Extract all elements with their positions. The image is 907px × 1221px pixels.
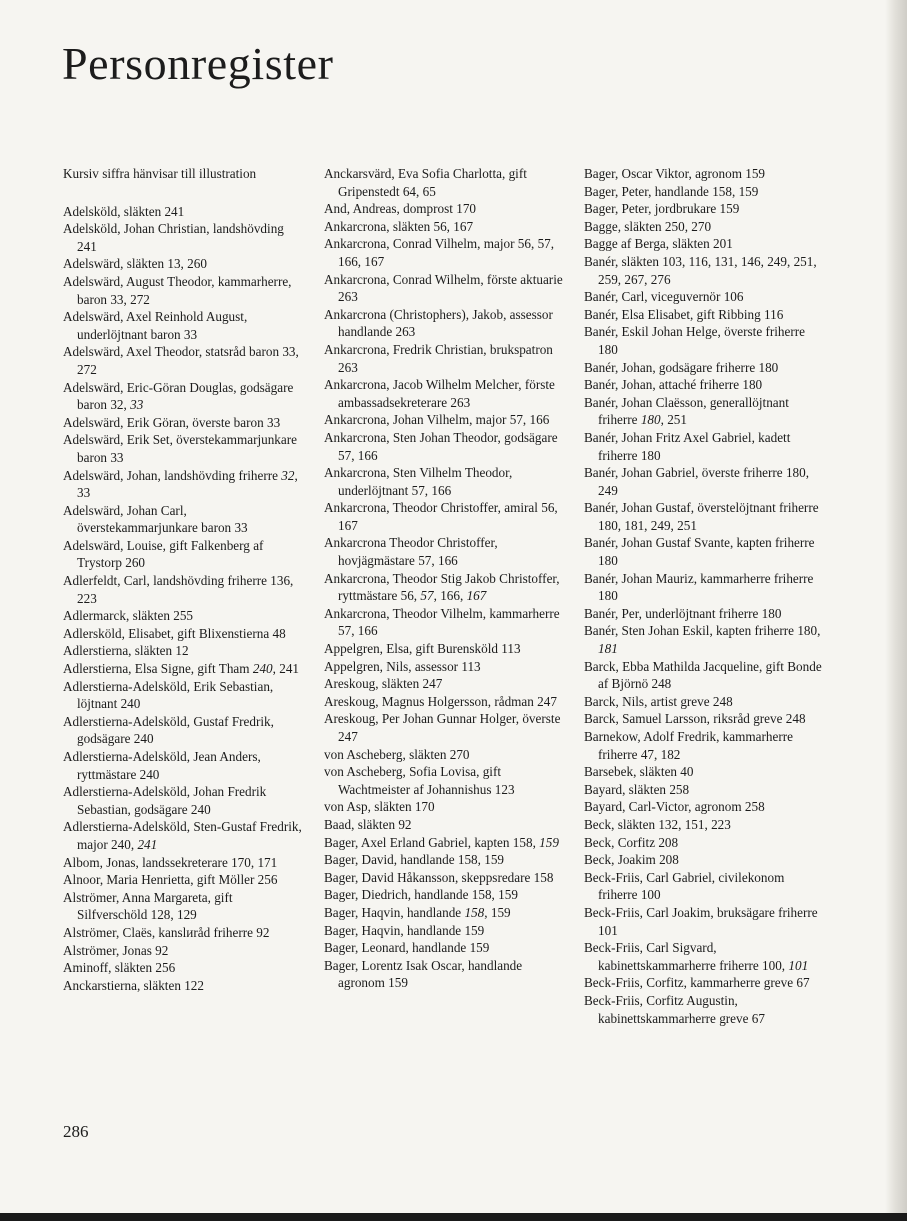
register-entry: Bager, Diedrich, handlande 158, 159 bbox=[324, 887, 518, 903]
register-entry: von Ascheberg, släkten 270 bbox=[324, 746, 470, 762]
page-number: 286 bbox=[63, 1122, 89, 1141]
register-entry: Bager, Peter, handlande 158, 159 bbox=[584, 183, 759, 199]
register-entry: Barck, Ebba Mathilda Jacqueline, gift Bonde af Björnö 248 bbox=[584, 658, 822, 692]
register-entry: Beck-Friis, Carl Sigvard, kabinettskammarherre friherre 100, 101 bbox=[584, 940, 809, 973]
register-entry: Ankarcrona, Theodor Christoffer, amiral 56, 167 bbox=[324, 500, 558, 533]
register-entry: Barck, Samuel Larsson, riksråd greve 248 bbox=[584, 711, 806, 727]
register-entry: Adelswärd, Johan Carl, överstekammarjunkare baron 33 bbox=[63, 502, 248, 536]
register-entry: Aminoff, släkten 256 bbox=[63, 960, 176, 976]
register-entry: Bayard, släkten 258 bbox=[584, 781, 690, 797]
register-entry: Banér, Johan Claësson, generallöjtnant friherre 180, 251 bbox=[584, 394, 789, 428]
register-entry: Anckarstierna, släkten 122 bbox=[63, 977, 204, 993]
register-entry: von Ascheberg, Sofia Lovisa, gift Wachtmeister af Johannishus 123 bbox=[324, 764, 515, 797]
register-entry: Ankarcrona, Theodor Vilhelm, kammarherre 57, 166 bbox=[324, 605, 560, 639]
register-entry: Areskoug, Magnus Holgersson, rådman 247 bbox=[324, 693, 557, 709]
register-entry: Areskoug, släkten 247 bbox=[324, 676, 443, 692]
register-entry: Anckarsvärd, Eva Sofia Charlotta, gift Gripenstedt 64, 65 bbox=[324, 166, 527, 199]
register-entry: Bager, Lorentz Isak Oscar, handlande agronom 159 bbox=[324, 957, 523, 991]
scan-bottom-border bbox=[0, 1213, 907, 1221]
register-entry: Bager, Leonard, handlande 159 bbox=[324, 940, 490, 956]
register-entry: Adelswärd, Johan, landshövding friherre 32, 33 bbox=[63, 467, 298, 501]
register-column-2 bbox=[324, 165, 564, 992]
register-entry: Banér, Eskil Johan Helge, överste friherre 180 bbox=[584, 324, 806, 357]
register-entry: Banér, släkten 103, 116, 131, 146, 249, 251, 259, 267, 276 bbox=[584, 253, 817, 287]
register-entry: Ankarcrona, Theodor Stig Jakob Christoffer, ryttmästare 56, 57, 166, 167 bbox=[324, 570, 560, 604]
entry-list-2 bbox=[324, 165, 564, 992]
register-entry: Adelswärd, Erik Set, överstekammarjunkare baron 33 bbox=[63, 432, 298, 465]
register-entry: Albom, Jonas, landssekreterare 170, 171 bbox=[63, 854, 278, 870]
register-entry: Adlerfeldt, Carl, landshövding friherre 136, 223 bbox=[63, 573, 294, 606]
register-entry: Appelgren, Nils, assessor 113 bbox=[324, 658, 481, 674]
register-entry: Appelgren, Elsa, gift Burensköld 113 bbox=[324, 641, 521, 657]
register-entry: Adelsköld, Johan Christian, landshövding 241 bbox=[63, 221, 284, 254]
register-entry: Adlerstierna-Adelsköld, Sten-Gustaf Fredrik, major 240, 241 bbox=[63, 819, 302, 852]
register-entry: Banér, Per, underlöjtnant friherre 180 bbox=[584, 605, 782, 621]
register-entry: Ankarcrona Theodor Christoffer, hovjägmästare 57, 166 bbox=[324, 535, 498, 569]
register-entry: Beck-Friis, Corfitz Augustin, kabinettskammarherre greve 67 bbox=[584, 992, 765, 1026]
register-entry: Adlerstierna-Adelsköld, Jean Anders, ryttmästare 240 bbox=[63, 749, 261, 782]
register-column-1 bbox=[63, 165, 303, 994]
register-entry: Adelswärd, Eric-Göran Douglas, godsägare baron 32, 33 bbox=[63, 379, 294, 413]
register-entry: von Asp, släkten 170 bbox=[324, 799, 435, 815]
register-entry: Bager, David, handlande 158, 159 bbox=[324, 852, 505, 868]
register-entry: Baad, släkten 92 bbox=[324, 816, 412, 832]
register-entry: Ankarcrona, släkten 56, 167 bbox=[324, 218, 474, 234]
entry-list-1 bbox=[63, 203, 303, 995]
entry-list-3 bbox=[584, 165, 824, 1027]
page-title: Personregister bbox=[62, 38, 334, 89]
register-entry: Adelswärd, August Theodor, kammarherre, baron 33, 272 bbox=[63, 273, 292, 307]
register-entry: Bagge, släkten 250, 270 bbox=[584, 218, 712, 234]
register-entry: Banér, Johan Gabriel, överste friherre 180, 249 bbox=[584, 465, 810, 498]
register-entry: Beck-Friis, Corfitz, kammarherre greve 67 bbox=[584, 975, 810, 991]
register-entry: Ankarcrona, Sten Vilhelm Theodor, underlöjtnant 57, 166 bbox=[324, 465, 513, 498]
register-entry: Adelswärd, Axel Theodor, statsråd baron 33, 272 bbox=[63, 344, 299, 377]
register-entry: Banér, Johan, attaché friherre 180 bbox=[584, 377, 763, 393]
register-entry: Barsebek, släkten 40 bbox=[584, 764, 694, 780]
register-entry: Banér, Johan Mauriz, kammarherre friherre 180 bbox=[584, 570, 814, 604]
register-entry: Adelswärd, Axel Reinhold August, underlöjtnant baron 33 bbox=[63, 309, 248, 342]
register-entry: Adelswärd, Erik Göran, överste baron 33 bbox=[63, 414, 281, 430]
italic-note: Kursiv siffra hänvisar till illustration bbox=[63, 166, 257, 181]
register-entry: Adelsköld, släkten 241 bbox=[63, 203, 185, 219]
register-entry: Beck-Friis, Carl Joakim, bruksägare friherre 101 bbox=[584, 904, 818, 938]
register-entry: Bager, Haqvin, handlande 159 bbox=[324, 922, 485, 938]
register-entry: Banér, Johan Gustaf, överstelöjtnant friherre 180, 181, 249, 251 bbox=[584, 500, 819, 533]
register-entry: Ankarcrona, Johan Vilhelm, major 57, 166 bbox=[324, 412, 550, 428]
register-entry: Bager, Peter, jordbrukare 159 bbox=[584, 201, 740, 217]
register-entry: Adlerstierna-Adelsköld, Gustaf Fredrik, godsägare 240 bbox=[63, 713, 274, 747]
register-entry: Bager, Axel Erland Gabriel, kapten 158, 159 bbox=[324, 834, 559, 850]
register-entry: Alströmer, Jonas 92 bbox=[63, 942, 169, 958]
register-entry: Adlersköld, Elisabet, gift Blixenstierna 48 bbox=[63, 625, 286, 641]
register-entry: And, Andreas, domprost 170 bbox=[324, 201, 477, 217]
register-entry: Adelswärd, släkten 13, 260 bbox=[63, 256, 207, 272]
register-entry: Barnekow, Adolf Fredrik, kammarherre friherre 47, 182 bbox=[584, 729, 793, 762]
register-entry: Bager, Haqvin, handlande 158, 159 bbox=[324, 904, 511, 920]
register-entry: Adlermarck, släkten 255 bbox=[63, 608, 194, 624]
register-entry: Beck, Joakim 208 bbox=[584, 852, 679, 868]
register-entry: Beck-Friis, Carl Gabriel, civilekonom friherre 100 bbox=[584, 869, 785, 903]
register-entry: Banér, Johan, godsägare friherre 180 bbox=[584, 359, 779, 375]
register-entry: Bager, David Håkansson, skeppsredare 158 bbox=[324, 869, 554, 885]
register-entry: Adelswärd, Louise, gift Falkenberg af Trystorp 260 bbox=[63, 537, 264, 571]
register-entry: Ankarcrona, Sten Johan Theodor, godsägare 57, 166 bbox=[324, 429, 558, 463]
register-entry: Alströmer, Claës, kanslиråd friherre 92 bbox=[63, 924, 270, 940]
register-entry: Adlerstierna-Adelsköld, Erik Sebastian, löjtnant 240 bbox=[63, 678, 274, 712]
register-entry: Adlerstierna-Adelsköld, Johan Fredrik Sebastian, godsägare 240 bbox=[63, 784, 267, 817]
register-entry: Bagge af Berga, släkten 201 bbox=[584, 236, 733, 252]
register-entry: Ankarcrona, Fredrik Christian, brukspatron 263 bbox=[324, 341, 553, 375]
page-edge-shadow bbox=[885, 0, 907, 1221]
register-entry: Barck, Nils, artist greve 248 bbox=[584, 693, 733, 709]
register-entry: Beck, släkten 132, 151, 223 bbox=[584, 816, 731, 832]
register-entry: Adlerstierna, Elsa Signe, gift Tham 240, 241 bbox=[63, 661, 299, 677]
register-entry: Ankarcrona, Jacob Wilhelm Melcher, förste ambassadsekreterare 263 bbox=[324, 377, 555, 410]
register-entry: Bayard, Carl-Victor, agronom 258 bbox=[584, 799, 765, 815]
register-entry: Alnoor, Maria Henrietta, gift Möller 256 bbox=[63, 872, 278, 888]
register-column-3 bbox=[584, 165, 824, 1027]
register-entry: Adlerstierna, släkten 12 bbox=[63, 643, 189, 659]
register-entry: Banér, Sten Johan Eskil, kapten friherre 180, 181 bbox=[584, 623, 821, 657]
register-entry: Alströmer, Anna Margareta, gift Silfverschöld 128, 129 bbox=[63, 889, 233, 923]
register-entry: Ankarcrona, Conrad Wilhelm, förste aktuarie 263 bbox=[324, 271, 563, 305]
register-entry: Banér, Johan Gustaf Svante, kapten friherre 180 bbox=[584, 535, 815, 569]
register-entry: Bager, Oscar Viktor, agronom 159 bbox=[584, 166, 766, 181]
register-entry: Areskoug, Per Johan Gunnar Holger, överste 247 bbox=[324, 711, 561, 744]
register-entry: Ankarcrona, Conrad Vilhelm, major 56, 57, 166, 167 bbox=[324, 236, 555, 269]
register-entry: Banér, Johan Fritz Axel Gabriel, kadett friherre 180 bbox=[584, 429, 791, 463]
register-entry: Beck, Corfitz 208 bbox=[584, 834, 679, 850]
register-entry: Ankarcrona (Christophers), Jakob, assessor handlande 263 bbox=[324, 306, 553, 340]
register-entry: Banér, Elsa Elisabet, gift Ribbing 116 bbox=[584, 306, 784, 322]
register-entry: Banér, Carl, viceguvernör 106 bbox=[584, 289, 744, 305]
